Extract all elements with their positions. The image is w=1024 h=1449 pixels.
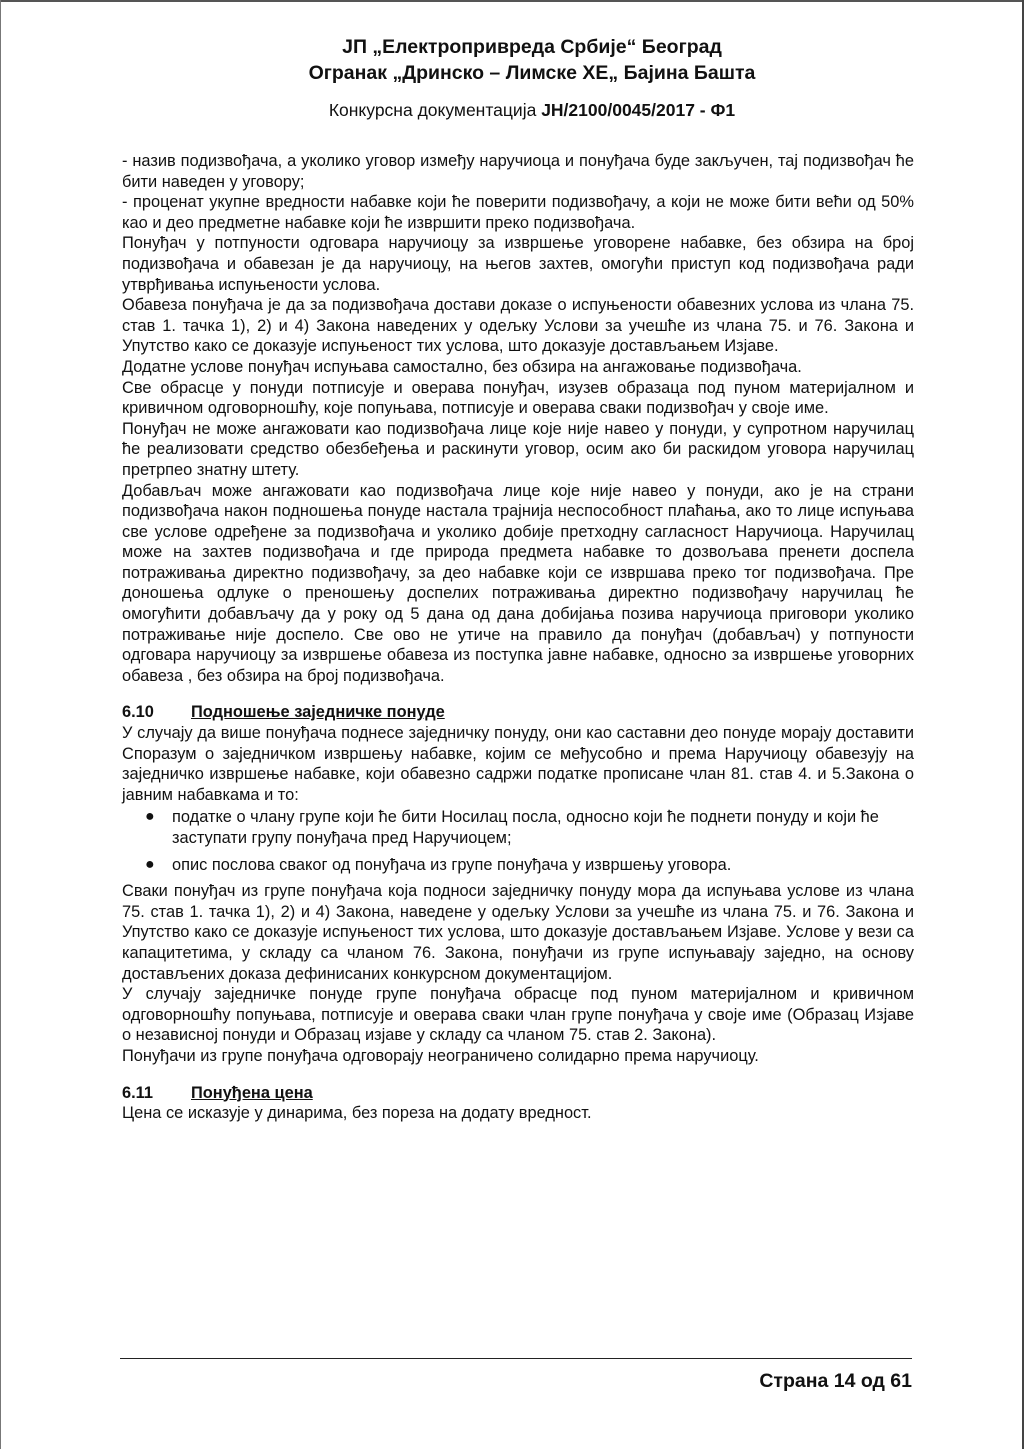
list-item-text: податке о члану групе који ће бити Носилац посла, односно који ће поднети понуду и који ће заступати групу понуђача пред Наручиоцем; xyxy=(172,808,879,847)
header-company: ЈП „Електропривреда Србије“ Београд xyxy=(342,36,722,58)
bullet-icon: ● xyxy=(145,855,155,873)
section-heading-6-11 xyxy=(122,1083,914,1104)
paragraph: Понуђачи из групе понуђача одговорају неограничено солидарно према наручиоцу. xyxy=(122,1046,759,1065)
section-title: Понуђена цена xyxy=(191,1083,313,1102)
paragraph: - проценат укупне вредности набавке који ће поверити подизвођачу, а који не може бити већи од 50% као и део предметне набавке који ће извршити преко подизвођача. xyxy=(122,193,914,232)
section-number: 6.11 xyxy=(122,1083,153,1102)
paragraph: Сваки понуђач из групе понуђача која подноси заједничку понуду мора да испуњава услове из члана 75. став 1. тачка 1), 2) и 4) Закона, наведене у одељку Услови за учешће из члана 75. и 76. Закона и Упутство како се доказује испуњеност тих услова, што доказује достављањем Изјаве. Услове у вези са капацитетима, у складу са чланом 76. Закона, понуђачи из групе испуњавају заједно, на основу достављених доказа дефинисаних конкурсном документацијом. xyxy=(122,882,914,983)
paragraph: У случају да више понуђача поднесе заједничку понуду, они као саставни део понуде морају доставити Споразум о заједничком извршењу набавке, којим се међусобно и према Наручиоцу обавезују на заједничко извршење набавке, који обавезно садржи податке прописане члан 81. став 4. и 5.Закона о јавним набавкама и то: xyxy=(122,724,914,804)
bullet-list xyxy=(122,807,914,875)
section-heading-6-10 xyxy=(122,702,914,723)
paragraph: Понуђач не може ангажовати као подизвођача лице које није навео у понуди, у супротном наручилац ће реализовати средство обезбеђења и раскинути уговор, осим ако би раскидом уговора наручилац претрпео знатну штету. xyxy=(122,419,914,479)
scan-edge-left xyxy=(0,0,1,1449)
list-item xyxy=(122,807,914,848)
header-doc-ref xyxy=(0,97,1024,123)
bullet-icon: ● xyxy=(145,808,155,826)
list-item xyxy=(122,855,914,876)
paragraph: - назив подизвођача, а уколико уговор између наручиоца и понуђача буде закључен, тај подизвођач ће бити наведен у уговору; xyxy=(122,152,914,191)
scan-edge-top xyxy=(0,0,1024,2)
paragraph: Додатне услове понуђач испуњава самостално, без обзира на ангажовање подизвођача. xyxy=(122,357,802,376)
paragraph: Понуђач у потпуности одговара наручиоцу за извршење уговорене набавке, без обзира на број подизвођача и обавезан је да наручиоцу, на његов захтев, омогући приступ код подизвођача ради утврђивања испуњености услова. xyxy=(122,234,914,294)
header-branch: Огранак „Дринско – Лимске ХЕ„ Бајина Башта xyxy=(308,62,756,84)
document-body xyxy=(122,151,914,1124)
paragraph: Све обрасце у понуди потписује и оверава понуђач, изузев образаца под пуном материјалном и кривичном одговорношћу, које попуњава, потписује и оверава сваки подизвођач у своје име. xyxy=(122,378,914,418)
paragraph: У случају заједничке понуде групе понуђача обрасце под пуном материјалном и кривичном одговорношћу попуњава, потписује и оверава сваки члан групе понуђача у своје име (Образац Изјаве о независној понуди и Образац изјаве у складу са чланом 75. став 2. Закона). xyxy=(122,985,914,1045)
paragraph: Обавеза понуђача је да за подизвођача достави доказе о испуњености обавезних услова из члана 75. став 1. тачка 1), 2) и 4) Закона наведених у одељку Услови за учешће из члана 75. и 76. Закона и Упутство како се доказује испуњеност тих услова, што доказује достављањем Изјаве. xyxy=(122,296,914,356)
section-number: 6.10 xyxy=(122,703,154,722)
paragraph: Цена се исказује у динарима, без пореза на додату вредност. xyxy=(122,1104,592,1123)
header-doc-label: Конкурсна документација xyxy=(328,100,542,120)
paragraph: Добављач може ангажовати као подизвођача лице које није навео у понуди, ако је на страни подизвођача након подношења понуде настала трајнија неспособност плаћања, ако то лице испуњава све услове одређене за подизвођача и уколико добије претходну сагласност Наручиоца. Наручилац може на захтев подизвођача и где природа предмета набавке то дозвољава пренети доспела потраживања директно подизвођачу, за део набавке који се извршава преко тог подизвођача. Пре доношења одлуке о преношењу доспелих потраживања директно подизвођачу наручилац ће омогућити добављачу да у року од 5 дана од дана добијања позива наручиоца приговори уколико потраживање није доспело. Све ово не утиче на правило да понуђач (добављач) у потпуности одговара наручиоцу за извршење обавеза из поступка јавне набавке, односно за извршење уговорних обавеза , без обзира на број подизвођача. xyxy=(122,481,914,685)
section-title: Подношење заједничке понуде xyxy=(191,703,445,722)
page-number: Страна 14 од 61 xyxy=(759,1370,912,1392)
document-header xyxy=(0,34,1024,123)
footer-divider xyxy=(120,1358,912,1359)
header-doc-code: ЈН/2100/0045/2017 - Ф1 xyxy=(541,100,736,120)
list-item-text: опис послова сваког од понуђача из групе понуђача у извршењу уговора. xyxy=(172,855,732,874)
